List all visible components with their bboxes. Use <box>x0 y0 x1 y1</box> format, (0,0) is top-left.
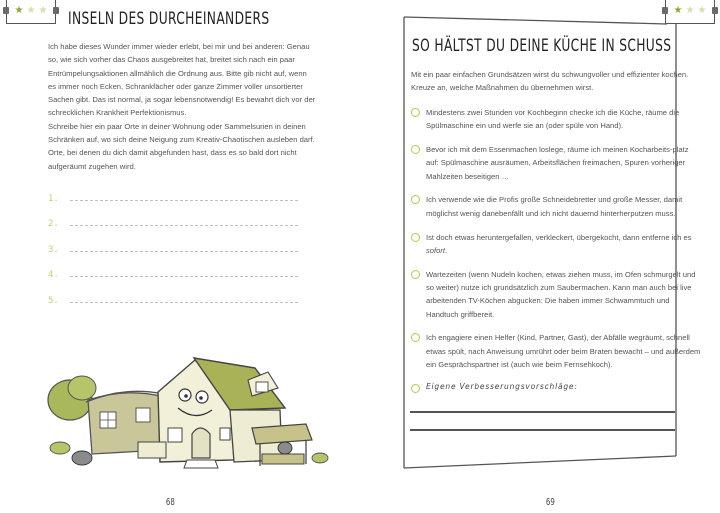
checkbox[interactable] <box>411 384 420 393</box>
checklist-item <box>411 331 701 371</box>
text-part: Ist doch etwas heruntergefallen, verkleckert, übergekocht, dann entferne ich es <box>426 232 692 242</box>
fill-in-row <box>48 204 298 230</box>
checkbox[interactable] <box>411 333 420 342</box>
clip-icon <box>662 7 668 14</box>
answer-line[interactable] <box>410 411 675 413</box>
text-part: . <box>445 245 448 255</box>
fill-in-number: 3. <box>48 244 59 255</box>
fill-in-number: 4. <box>48 270 59 280</box>
star-empty-icon: ★ <box>685 4 695 16</box>
checklist-item-text: Wartezeiten (wenn Nudeln kochen, etwas ziehen muss, im Ofen schmurgelt und so weiter) nutze ich grundsätzlich zum Saubermachen. Kann man auch bei live arbeitenden TV-Köchen abgucken: Die haben immer Schwammtuch und Handtuch griffbereit. <box>426 269 696 319</box>
clip-icon <box>53 7 59 14</box>
own-suggestions-label: Eigene Verbesserungsvorschläge: <box>426 381 578 391</box>
checkbox[interactable] <box>411 108 420 117</box>
star-empty-icon: ★ <box>26 4 36 16</box>
page-number: 68 <box>165 497 175 508</box>
checkbox[interactable] <box>411 270 420 279</box>
checklist <box>411 106 701 403</box>
page-title: INSELN DES DURCHEINANDERS <box>68 9 270 29</box>
fill-in-line[interactable] <box>70 301 298 303</box>
clip-icon <box>3 7 9 14</box>
body-text <box>48 40 316 173</box>
fill-in-line[interactable] <box>70 199 298 201</box>
fill-in-row <box>48 229 298 255</box>
section-title: SO HÄLTST DU DEINE KÜCHE IN SCHUSS <box>412 36 672 56</box>
checkbox[interactable] <box>411 195 420 204</box>
fill-in-row <box>48 255 298 281</box>
fill-in-number: 1. <box>48 193 59 204</box>
checkbox[interactable] <box>411 145 420 154</box>
answer-line[interactable] <box>410 429 675 431</box>
right-page <box>360 0 720 513</box>
checklist-item <box>411 143 701 183</box>
clip-icon <box>712 7 718 14</box>
star-empty-icon: ★ <box>38 4 48 16</box>
paragraph: Schreibe hier ein paar Orte in deiner Wohnung oder Sammelsurien in deinen Schränken auf, wo sich deine Neigung zum Kreativ-Chaotischen ausleben darf. Orte, bei denen du dich damit abgefunden hast, dass es so bald dort nicht aufgeräumt zugehen wird. <box>48 121 315 171</box>
fill-in-line[interactable] <box>70 224 298 226</box>
checklist-item <box>411 193 701 220</box>
checklist-item <box>411 268 701 321</box>
checklist-item-own-suggestions <box>411 382 701 393</box>
house-illustration <box>30 330 330 470</box>
difficulty-tab <box>6 0 56 24</box>
fill-in-list <box>48 178 298 306</box>
paragraph: Ich habe dieses Wunder immer wieder erlebt, bei mir und bei anderen: Genau so, wie sich vorher das Chaos ausgebreitet hat, breitet sich nach ein paar Entrümpelungsaktionen allmählich die Ordnung aus. Bitte gib nicht auf, wenn es immer noch Ecken, Schrankfächer oder ganze Zimmer voller unsortierter Sachen gibt. Das ist normal, ja sogar lebensnotwendig! Es bewahrt dich vor der schrecklichen Krankheit Perfektionismus. <box>48 42 316 118</box>
page-number: 69 <box>545 497 555 508</box>
fill-in-number: 5. <box>48 295 59 306</box>
fill-in-line[interactable] <box>70 275 298 277</box>
star-filled-icon: ★ <box>14 4 24 16</box>
fill-in-row <box>48 178 298 204</box>
checklist-item-text: Mindestens zwei Stunden vor Kochbeginn checke ich die Küche, räume die Spülmaschine ein und werfe sie an (oder spüle von Hand). <box>426 108 680 131</box>
checklist-item <box>411 106 701 133</box>
checklist-item-text: Ich engagiere einen Helfer (Kind, Partner, Gast), der Abfälle wegräumt, schnell etwas spült, nach Anweisung umrührt oder beim Braten bewacht – und außerdem ein Gesprächspartner ist (auch wie beim Fernsehkoch). <box>426 333 701 369</box>
checklist-item <box>411 231 701 258</box>
fill-in-number: 2. <box>48 219 59 229</box>
checklist-item-text: Ich verwende wie die Profis große Schneidebretter und große Messer, damit möglichst wenig danebenfällt und ich nicht dauernd hinterherputzen muss. <box>426 195 683 218</box>
fill-in-row <box>48 280 298 306</box>
fill-in-line[interactable] <box>70 250 298 252</box>
star-empty-icon: ★ <box>697 4 707 16</box>
checklist-item-text: Bevor ich mit dem Essenmachen loslege, räume ich meinen Kocharbeits-platz auf: Spülmaschine ausräumen, Arbeitsflächen freimachen, Spuren vorheriger Mahlzeiten beseitigen … <box>426 145 689 181</box>
checklist-item-text <box>426 231 701 258</box>
star-filled-icon: ★ <box>673 4 683 16</box>
difficulty-tab <box>665 0 715 24</box>
checkbox[interactable] <box>411 233 420 242</box>
intro-text: Mit ein paar einfachen Grundsätzen wirst du schwungvoller und effizienter kochen. Kreuze an, welche Maßnahmen du übernehmen wirst. <box>411 70 689 93</box>
emphasis: sofort <box>426 245 445 255</box>
